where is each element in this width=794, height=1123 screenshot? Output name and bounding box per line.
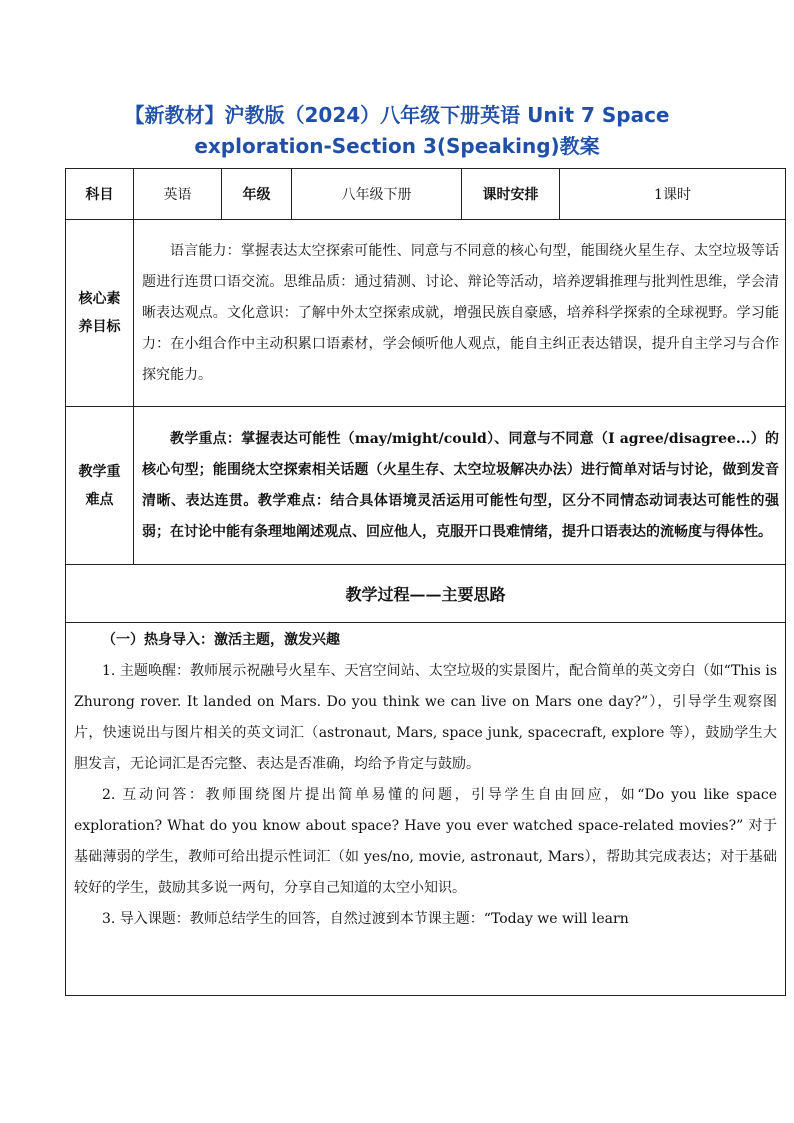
grade-label: 年级 (222, 169, 292, 220)
hours-value: 1课时 (560, 169, 786, 220)
process-content (66, 623, 786, 996)
subject-label: 科目 (66, 169, 134, 220)
title-line-2: exploration-Section 3(Speaking)教案 (194, 134, 600, 158)
key-points-label-text: 教学重难点 (78, 463, 121, 508)
subject-value: 英语 (134, 169, 222, 220)
process-subheading-1: （一）热身导入：激活主题，激发兴趣 (102, 632, 340, 648)
hours-label: 课时安排 (462, 169, 560, 220)
core-goals-text: 语言能力：掌握表达太空探索可能性、同意与不同意的核心句型，能围绕火星生存、太空垃圾等话题进行连贯口语交流。思维品质：通过猜测、讨论、辩论等活动，培养逻辑推理与批判性思维，学会清晰表达观点。文化意识：了解中外太空探索成就，增强民族自豪感，培养科学探索的全球视野。学习能力：在小组合作中主动积累口语素材，学会倾听他人观点，能自主纠正表达错误，提升自主学习与合作探究能力。 (134, 220, 786, 407)
core-goals-label (66, 220, 134, 407)
header-row (66, 169, 786, 220)
process-paragraph-3: 3. 导入课题：教师总结学生的回答，自然过渡到本节课主题：“Today we will learn (102, 911, 629, 927)
core-goals-row (66, 220, 786, 407)
grade-value: 八年级下册 (292, 169, 462, 220)
key-points-text: 教学重点：掌握表达可能性（may/might/could）、同意与不同意（I agree/disagree...）的核心句型；能围绕太空探索相关话题（火星生存、太空垃圾解决办法）进行简单对话与讨论，做到发音清晰、表达连贯。教学难点：结合具体语境灵活运用可能性句型，区分不同情态动词表达可能性的强弱；在讨论中能有条理地阐述观点、回应他人，克服开口畏难情绪，提升口语表达的流畅度与得体性。 (134, 407, 786, 565)
lesson-plan-table (65, 168, 786, 996)
process-content-row (66, 623, 786, 996)
core-goals-label-text: 核心素养目标 (78, 291, 121, 335)
process-heading-row (66, 565, 786, 623)
process-paragraph-1: 1. 主题唤醒：教师展示祝融号火星车、天宫空间站、太空垃圾的实景图片，配合简单的英文旁白（如“This is Zhurong rover. It landed on Mars. Do you think we can live on Mars one day?”），引导学生观察图片，快速说出与图片相关的英文词汇（astronaut, Mars, space junk, spacecraft, explore 等），鼓励学生大胆发言，无论词汇是否完整、表达是否准确，均给予肯定与鼓励。 (74, 663, 777, 772)
process-paragraph-2: 2. 互动问答：教师围绕图片提出简单易懂的问题，引导学生自由回应，如“Do you like space exploration? What do you know about space? Have you ever watched space-related movies?” 对于基础薄弱的学生，教师可给出提示性词汇（如 yes/no, movie, astronaut, Mars），帮助其完成表达；对于基础较好的学生，鼓励其多说一两句，分享自己知道的太空小知识。 (74, 787, 777, 896)
title-line-1: 【新教材】沪教版（2024）八年级下册英语 Unit 7 Space (124, 103, 670, 127)
process-heading: 教学过程——主要思路 (66, 565, 786, 623)
key-points-row (66, 407, 786, 565)
document-title (0, 100, 794, 162)
key-points-label (66, 407, 134, 565)
